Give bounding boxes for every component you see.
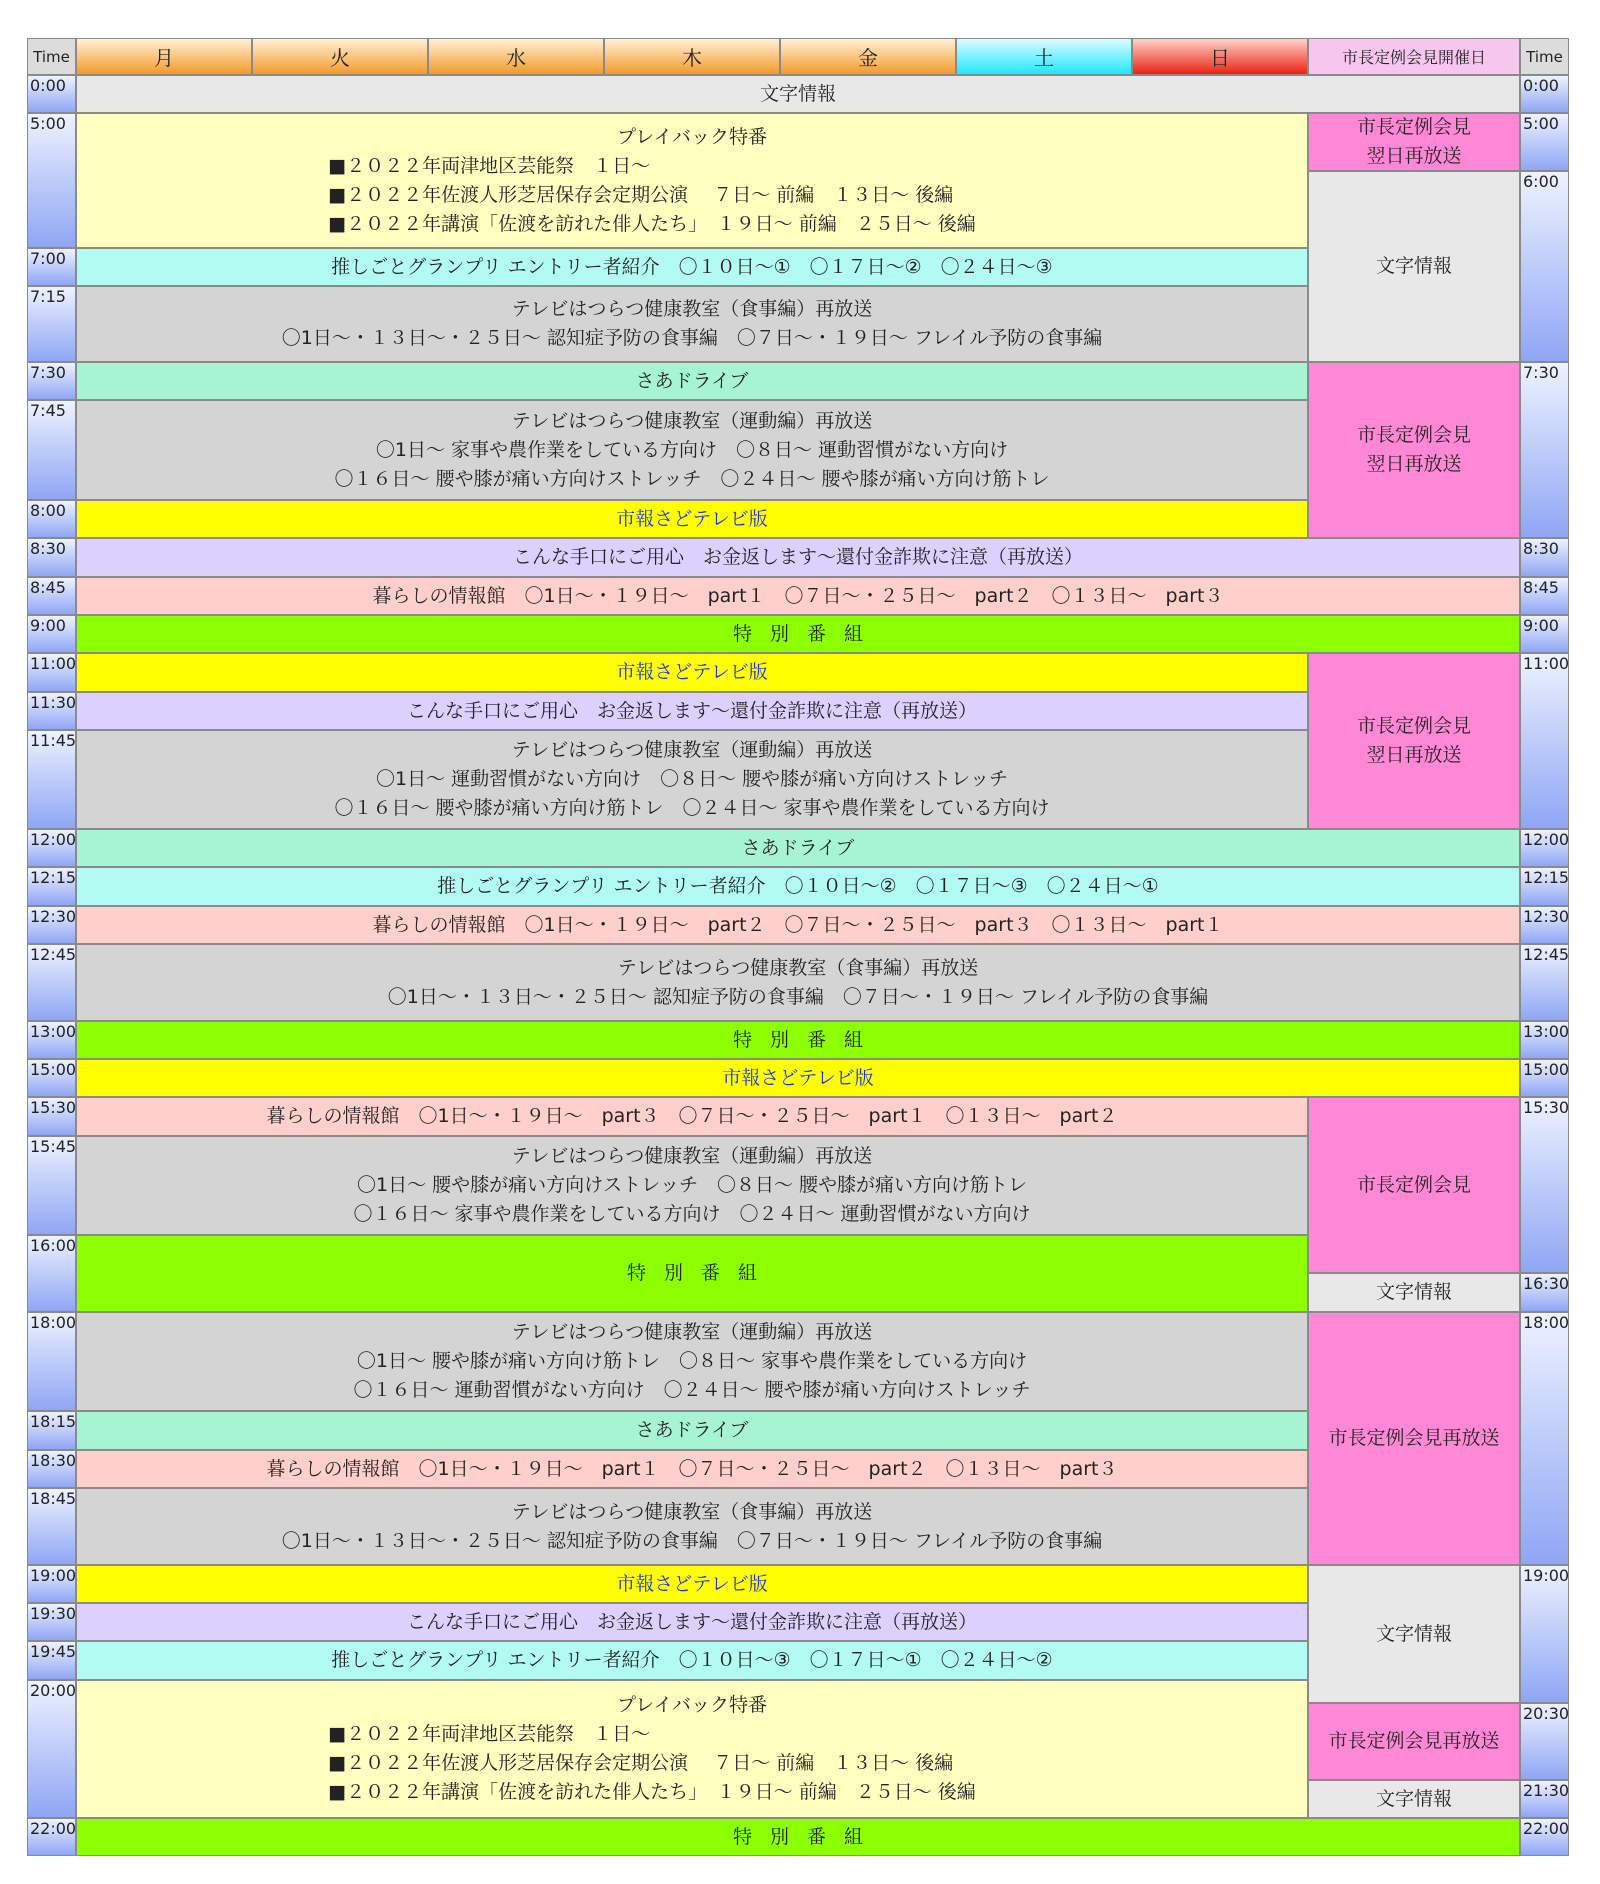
program-episode-list xyxy=(328,1720,976,1807)
time-label-left: 18:30 xyxy=(27,1450,76,1488)
day-header-wednesday: 水 xyxy=(428,38,604,75)
program-detail-line: 〇１６日〜 家事や農作業をしている方向け 〇２４日〜 運動習慣がない方向け xyxy=(353,1203,1031,1225)
program-cell xyxy=(76,500,1308,538)
time-label-left: 8:00 xyxy=(27,500,76,538)
program-title: 文字情報 xyxy=(1375,1622,1452,1645)
program-cell xyxy=(76,1818,1520,1856)
time-label-right: 0:00 xyxy=(1520,75,1569,113)
program-episode-line: ■２０２２年佐渡人形芝居保存会定期公演 ７日〜 前編 １３日〜 後編 xyxy=(328,1752,954,1774)
program-title: 文字情報 xyxy=(1375,1281,1452,1303)
time-header-left: Time xyxy=(27,38,76,75)
time-label-right: 20:30 xyxy=(1520,1703,1569,1780)
day-header-monday: 月 xyxy=(76,38,252,75)
program-title: プレイバック特番 xyxy=(617,1694,767,1716)
time-label-left: 7:45 xyxy=(27,400,76,500)
program-cell xyxy=(76,1235,1308,1312)
program-title: こんな手口にご用心 お金返します〜還付金詐欺に注意（再放送） xyxy=(512,546,1083,568)
program-cell xyxy=(1308,1780,1520,1818)
day-header-friday: 金 xyxy=(780,38,956,75)
program-cell xyxy=(76,829,1520,867)
program-cell xyxy=(1308,171,1520,362)
program-title: テレビはつらつ健康教室（食事編）再放送 xyxy=(511,298,873,320)
day-header-sunday: 日 xyxy=(1132,38,1308,75)
program-detail-line: 〇1日〜 運動習慣がない方向け 〇８日〜 腰や膝が痛い方向けストレッチ xyxy=(376,768,1008,790)
day-header-saturday: 土 xyxy=(956,38,1132,75)
time-label-right: 11:00 xyxy=(1520,653,1569,829)
program-cell xyxy=(1308,1703,1520,1780)
time-label-left: 15:00 xyxy=(27,1059,76,1097)
time-label-left: 11:00 xyxy=(27,653,76,692)
program-title: テレビはつらつ健康教室（運動編）再放送 xyxy=(511,409,873,432)
program-cell xyxy=(76,1136,1308,1235)
program-title: テレビはつらつ健康教室（運動編）再放送 xyxy=(511,1145,873,1167)
program-title: 暮らしの情報館 〇1日〜・１９日〜 part１ 〇７日〜・２５日〜 part２ 〇１３日〜 part３ xyxy=(266,1457,1118,1480)
program-cell xyxy=(76,615,1520,653)
program-cell xyxy=(76,1565,1308,1603)
program-cell xyxy=(76,906,1520,944)
program-title: 市長定例会見再放送 xyxy=(1328,1427,1500,1449)
program-episode-line: ■２０２２年佐渡人形芝居保存会定期公演 ７日〜 前編 １３日〜 後編 xyxy=(328,183,954,206)
program-title: 市報さどテレビ版 xyxy=(616,507,768,530)
program-title: さあドライブ xyxy=(635,1419,749,1441)
time-label-left: 12:00 xyxy=(27,829,76,867)
program-detail-line: 〇１６日〜 腰や膝が痛い方向けストレッチ 〇２４日〜 腰や膝が痛い方向け筋トレ xyxy=(334,467,1050,490)
time-label-left: 19:00 xyxy=(27,1565,76,1603)
program-cell xyxy=(1308,653,1520,829)
program-cell xyxy=(1308,1312,1520,1565)
program-episode-line: ■２０２２年講演「佐渡を訪れた俳人たち」 １９日〜 前編 ２５日〜 後編 xyxy=(328,212,976,235)
time-label-left: 15:30 xyxy=(27,1097,76,1136)
program-title: テレビはつらつ健康教室（食事編）再放送 xyxy=(617,956,979,979)
program-title: 文字情報 xyxy=(1375,255,1452,277)
time-label-right: 8:45 xyxy=(1520,577,1569,615)
time-label-right: 12:00 xyxy=(1520,829,1569,867)
program-title: 文字情報 xyxy=(759,82,836,105)
time-label-right: 5:00 xyxy=(1520,113,1569,171)
program-title: 市長定例会見再放送 xyxy=(1328,1730,1500,1752)
program-title: 文字情報 xyxy=(1375,1787,1452,1810)
program-cell xyxy=(76,1603,1308,1641)
program-cell xyxy=(76,1411,1308,1450)
time-label-left: 8:30 xyxy=(27,538,76,577)
program-cell xyxy=(76,113,1308,248)
program-episode-list xyxy=(328,152,976,239)
program-title: 暮らしの情報館 〇1日〜・１９日〜 part２ 〇７日〜・２５日〜 part３ 〇１３日〜 part１ xyxy=(372,913,1224,936)
program-cell xyxy=(76,692,1308,730)
program-title: 特別番組 xyxy=(732,622,881,645)
program-cell xyxy=(76,538,1520,577)
time-label-right: 12:15 xyxy=(1520,867,1569,906)
program-title: 市報さどテレビ版 xyxy=(616,1572,768,1595)
time-label-left: 16:00 xyxy=(27,1235,76,1312)
time-label-right: 15:30 xyxy=(1520,1097,1569,1273)
day-header-thursday: 木 xyxy=(604,38,780,75)
time-label-right: 19:00 xyxy=(1520,1565,1569,1703)
day-header-tuesday: 火 xyxy=(252,38,428,75)
time-label-left: 18:00 xyxy=(27,1312,76,1411)
time-label-left: 13:00 xyxy=(27,1021,76,1059)
time-label-left: 9:00 xyxy=(27,615,76,653)
time-label-left: 12:30 xyxy=(27,906,76,944)
time-label-left: 0:00 xyxy=(27,75,76,113)
program-cell xyxy=(76,75,1520,113)
program-episode-line: ■２０２２年両津地区芸能祭 １日〜 xyxy=(328,154,651,177)
time-label-right: 15:00 xyxy=(1520,1059,1569,1097)
program-detail-line: 〇１６日〜 運動習慣がない方向け 〇２４日〜 腰や膝が痛い方向けストレッチ xyxy=(353,1379,1031,1401)
program-title: テレビはつらつ健康教室（食事編）再放送 xyxy=(511,1500,873,1523)
program-detail-line: 〇1日〜 家事や農作業をしている方向け 〇８日〜 運動習慣がない方向け xyxy=(375,438,1009,461)
program-title: 推しごとグランプリ エントリー者紹介 〇１０日〜① 〇１７日〜② 〇２４日〜③ xyxy=(331,255,1053,278)
program-title: 特別番組 xyxy=(626,1262,775,1284)
program-title: 暮らしの情報館 〇1日〜・１９日〜 part３ 〇７日〜・２５日〜 part１ 〇１３日〜 part２ xyxy=(266,1105,1118,1127)
program-title: 推しごとグランプリ エントリー者紹介 〇１０日〜② 〇１７日〜③ 〇２４日〜① xyxy=(437,875,1159,897)
program-cell xyxy=(1308,362,1520,538)
time-label-right: 7:30 xyxy=(1520,362,1569,538)
time-label-left: 20:00 xyxy=(27,1680,76,1818)
program-cell xyxy=(1308,1565,1520,1703)
program-detail-line: 〇1日〜・１３日〜・２５日〜 認知症予防の食事編 〇７日〜・１９日〜 フレイル予防の食事編 xyxy=(281,1529,1103,1552)
time-label-left: 8:45 xyxy=(27,577,76,615)
program-title: 市報さどテレビ版 xyxy=(722,1066,874,1089)
time-label-left: 19:30 xyxy=(27,1603,76,1641)
program-episode-line: ■２０２２年両津地区芸能祭 １日〜 xyxy=(328,1723,651,1745)
program-cell xyxy=(76,730,1308,829)
time-label-left: 18:45 xyxy=(27,1488,76,1565)
time-label-left: 18:15 xyxy=(27,1411,76,1450)
time-label-right: 16:30 xyxy=(1520,1273,1569,1312)
time-label-left: 7:30 xyxy=(27,362,76,400)
program-title: テレビはつらつ健康教室（運動編）再放送 xyxy=(511,1321,873,1343)
program-title: 市長定例会見 xyxy=(1356,1173,1471,1196)
program-cell xyxy=(76,944,1520,1021)
time-label-right: 12:30 xyxy=(1520,906,1569,944)
time-label-left: 19:45 xyxy=(27,1641,76,1680)
program-cell xyxy=(76,1641,1308,1680)
program-title: 市報さどテレビ版 xyxy=(616,661,768,683)
time-label-left: 12:15 xyxy=(27,867,76,906)
press-conference-header: 市長定例会見開催日 xyxy=(1308,38,1520,75)
program-detail-line: 〇１６日〜 腰や膝が痛い方向け筋トレ 〇２４日〜 家事や農作業をしている方向け xyxy=(334,797,1050,819)
program-detail-line: 翌日再放送 xyxy=(1366,145,1462,167)
program-detail-line: 翌日再放送 xyxy=(1366,453,1462,475)
time-label-left: 7:00 xyxy=(27,248,76,286)
time-label-right: 13:00 xyxy=(1520,1021,1569,1059)
program-title: こんな手口にご用心 お金返します〜還付金詐欺に注意（再放送） xyxy=(406,699,977,722)
time-label-left: 22:00 xyxy=(27,1818,76,1856)
program-title: テレビはつらつ健康教室（運動編）再放送 xyxy=(511,739,873,761)
program-title: 特別番組 xyxy=(732,1825,881,1848)
time-label-left: 11:30 xyxy=(27,692,76,730)
program-title: 推しごとグランプリ エントリー者紹介 〇１０日〜③ 〇１７日〜① 〇２４日〜② xyxy=(331,1649,1053,1671)
program-title: 市長定例会見 xyxy=(1356,116,1471,138)
program-cell xyxy=(1308,1097,1520,1273)
time-label-right: 6:00 xyxy=(1520,171,1569,362)
program-cell xyxy=(76,1097,1308,1136)
program-cell xyxy=(76,400,1308,500)
program-detail-line: 〇1日〜・１３日〜・２５日〜 認知症予防の食事編 〇７日〜・１９日〜 フレイル予防の食事編 xyxy=(387,985,1209,1008)
program-cell xyxy=(76,1312,1308,1411)
time-label-right: 9:00 xyxy=(1520,615,1569,653)
time-label-left: 15:45 xyxy=(27,1136,76,1235)
time-label-right: 8:30 xyxy=(1520,538,1569,577)
time-label-left: 5:00 xyxy=(27,113,76,248)
program-title: プレイバック特番 xyxy=(617,125,767,148)
program-detail-line: 〇1日〜・１３日〜・２５日〜 認知症予防の食事編 〇７日〜・１９日〜 フレイル予防の食事編 xyxy=(281,327,1103,349)
program-title: さあドライブ xyxy=(635,369,749,392)
program-cell xyxy=(76,362,1308,400)
program-detail-line: 〇1日〜 腰や膝が痛い方向け筋トレ 〇８日〜 家事や農作業をしている方向け xyxy=(356,1350,1028,1372)
time-label-left: 11:45 xyxy=(27,730,76,829)
time-label-left: 12:45 xyxy=(27,944,76,1021)
program-episode-line: ■２０２２年講演「佐渡を訪れた俳人たち」 １９日〜 前編 ２５日〜 後編 xyxy=(328,1781,976,1803)
program-title: さあドライブ xyxy=(741,836,855,859)
program-detail-line: 〇1日〜 腰や膝が痛い方向けストレッチ 〇８日〜 腰や膝が痛い方向け筋トレ xyxy=(357,1174,1027,1196)
program-cell xyxy=(76,1680,1308,1818)
time-header-right: Time xyxy=(1520,38,1569,75)
program-cell xyxy=(76,867,1520,906)
program-cell xyxy=(76,1021,1520,1059)
program-cell xyxy=(76,653,1308,692)
program-cell xyxy=(76,1488,1308,1565)
program-cell xyxy=(1308,1273,1520,1312)
program-title: 市長定例会見 xyxy=(1356,715,1471,737)
time-label-right: 22:00 xyxy=(1520,1818,1569,1856)
program-cell xyxy=(76,286,1308,362)
program-title: 暮らしの情報館 〇1日〜・１９日〜 part１ 〇７日〜・２５日〜 part２ 〇１３日〜 part３ xyxy=(372,584,1224,607)
program-cell xyxy=(1308,113,1520,171)
time-label-right: 18:00 xyxy=(1520,1312,1569,1565)
program-cell xyxy=(76,1450,1308,1488)
program-title: こんな手口にご用心 お金返します〜還付金詐欺に注意（再放送） xyxy=(406,1610,977,1633)
program-cell xyxy=(76,1059,1520,1097)
program-title: 特別番組 xyxy=(732,1028,881,1051)
time-label-right: 12:45 xyxy=(1520,944,1569,1021)
program-cell xyxy=(76,248,1308,286)
program-title: 市長定例会見 xyxy=(1356,424,1471,446)
time-label-left: 7:15 xyxy=(27,286,76,362)
time-label-right: 21:30 xyxy=(1520,1780,1569,1818)
program-cell xyxy=(76,577,1520,615)
program-detail-line: 翌日再放送 xyxy=(1366,744,1462,766)
